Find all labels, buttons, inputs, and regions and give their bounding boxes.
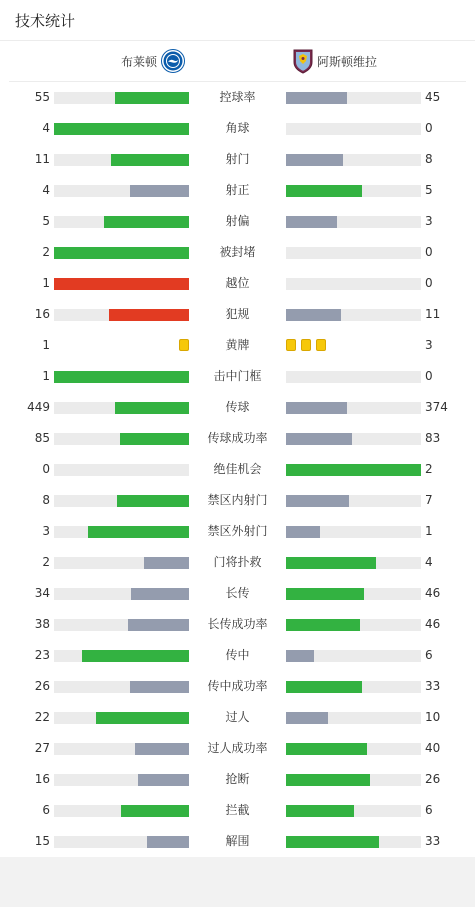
- away-value: 2: [425, 462, 433, 476]
- home-value: 16: [34, 772, 50, 786]
- away-bar-track: [286, 557, 421, 569]
- away-bar-fill: [286, 92, 347, 104]
- stat-row: [0, 826, 475, 857]
- home-value: 85: [34, 431, 50, 445]
- home-bar-track: [54, 278, 189, 290]
- home-bar-fill: [147, 836, 189, 848]
- home-bar-fill: [130, 185, 189, 197]
- home-bar-track: [54, 433, 189, 445]
- home-bar-fill: [54, 278, 189, 290]
- away-value: 83: [425, 431, 441, 445]
- stat-row: [0, 764, 475, 795]
- stat-label: 传球: [225, 400, 250, 414]
- stat-label: 被封堵: [219, 245, 256, 259]
- away-bar-track: [286, 216, 421, 228]
- home-value: 26: [34, 679, 50, 693]
- yellow-card-icon: [286, 339, 296, 351]
- home-value: 2: [42, 245, 50, 259]
- away-value: 46: [425, 586, 441, 600]
- stat-row: [0, 330, 475, 361]
- home-bar-track: [54, 712, 189, 724]
- home-value: 1: [42, 276, 50, 290]
- stat-row: [0, 206, 475, 237]
- home-bar-track: [54, 588, 189, 600]
- home-value: 0: [42, 462, 50, 476]
- away-bar-fill: [286, 495, 349, 507]
- away-value: 0: [425, 245, 433, 259]
- home-value: 5: [42, 214, 50, 228]
- home-bar-fill: [135, 743, 189, 755]
- stat-row: [0, 609, 475, 640]
- home-bar-fill: [138, 774, 189, 786]
- home-bar-track: [54, 681, 189, 693]
- stat-row: [0, 268, 475, 299]
- away-bar-fill: [286, 526, 320, 538]
- away-bar-track: [286, 712, 421, 724]
- home-bar-track: [54, 464, 189, 476]
- away-bar-track: [286, 588, 421, 600]
- page-title: 技术统计: [15, 11, 76, 30]
- home-value: 55: [34, 90, 50, 104]
- away-value: 33: [425, 834, 441, 848]
- away-value: 45: [425, 90, 441, 104]
- home-bar-track: [54, 743, 189, 755]
- away-bar-track: [286, 650, 421, 662]
- home-value: 23: [34, 648, 50, 662]
- home-bar-track: [54, 92, 189, 104]
- home-bar-track: [54, 247, 189, 259]
- away-bar-track: [286, 433, 421, 445]
- stat-label: 击中门框: [213, 369, 262, 383]
- away-bar-fill: [286, 557, 376, 569]
- away-value: 7: [425, 493, 433, 507]
- stat-label: 射正: [225, 183, 250, 197]
- stat-label: 控球率: [219, 90, 256, 104]
- away-bar-fill: [286, 836, 379, 848]
- away-bar-fill: [286, 774, 370, 786]
- away-bar-track: [286, 402, 421, 414]
- home-bar-track: [54, 216, 189, 228]
- away-bar-fill: [286, 402, 347, 414]
- home-value: 3: [42, 524, 50, 538]
- home-bar-track: [54, 495, 189, 507]
- home-bar-track: [54, 371, 189, 383]
- home-value: 6: [42, 803, 50, 817]
- home-bar-track: [54, 836, 189, 848]
- home-bar-track: [54, 526, 189, 538]
- home-bar-fill: [54, 371, 189, 383]
- stat-label: 传中: [225, 648, 250, 662]
- home-bar-track: [54, 154, 189, 166]
- home-yellow-cards: [174, 339, 189, 351]
- away-bar-fill: [286, 433, 352, 445]
- brighton-crest-icon: [161, 49, 185, 73]
- away-bar-track: [286, 743, 421, 755]
- home-value: 15: [34, 834, 50, 848]
- away-bar-track: [286, 464, 421, 476]
- home-value: 38: [34, 617, 50, 631]
- stat-label: 射偏: [225, 214, 250, 228]
- away-value: 26: [425, 772, 441, 786]
- away-bar-track: [286, 247, 421, 259]
- away-value: 0: [425, 369, 433, 383]
- away-team-name: 阿斯顿维拉: [317, 54, 378, 69]
- yellow-card-icon: [316, 339, 326, 351]
- stat-label: 黄牌: [225, 338, 250, 352]
- home-bar-fill: [131, 588, 189, 600]
- home-bar-fill: [115, 402, 189, 414]
- away-bar-track: [286, 619, 421, 631]
- away-bar-track: [286, 805, 421, 817]
- home-value: 22: [34, 710, 50, 724]
- home-bar-track: [54, 402, 189, 414]
- stat-row: [0, 361, 475, 392]
- home-team-name: 布莱顿: [120, 54, 157, 69]
- home-bar-fill: [54, 247, 189, 259]
- home-bar-track: [54, 650, 189, 662]
- stat-label: 禁区内射门: [207, 493, 268, 507]
- stat-row: [0, 113, 475, 144]
- stat-label: 犯规: [225, 307, 250, 321]
- stat-row: [0, 454, 475, 485]
- away-bar-fill: [286, 154, 343, 166]
- stat-label: 解围: [225, 834, 250, 848]
- away-yellow-cards: [286, 339, 331, 351]
- stat-row: [0, 516, 475, 547]
- away-bar-fill: [286, 588, 364, 600]
- stat-row: [0, 795, 475, 826]
- stat-row: [0, 733, 475, 764]
- home-bar-track: [54, 774, 189, 786]
- away-bar-track: [286, 371, 421, 383]
- home-value: 4: [42, 121, 50, 135]
- stat-row: [0, 671, 475, 702]
- stat-row: [0, 640, 475, 671]
- home-value: 1: [42, 369, 50, 383]
- home-value: 2: [42, 555, 50, 569]
- home-bar-track: [54, 619, 189, 631]
- away-value: 8: [425, 152, 433, 166]
- home-bar-fill: [104, 216, 189, 228]
- home-bar-fill: [117, 495, 189, 507]
- home-bar-fill: [109, 309, 189, 321]
- home-bar-fill: [88, 526, 189, 538]
- home-bar-track: [54, 309, 189, 321]
- home-value: 4: [42, 183, 50, 197]
- aston-villa-crest-icon: [293, 48, 313, 74]
- home-bar-fill: [130, 681, 189, 693]
- home-bar-track: [54, 805, 189, 817]
- home-bar-fill: [128, 619, 189, 631]
- home-bar-fill: [54, 123, 189, 135]
- stat-label: 射门: [225, 152, 250, 166]
- home-value: 11: [34, 152, 50, 166]
- stat-label: 长传成功率: [207, 617, 268, 631]
- away-bar-track: [286, 526, 421, 538]
- away-bar-track: [286, 836, 421, 848]
- away-value: 40: [425, 741, 441, 755]
- stat-label: 角球: [225, 121, 250, 135]
- teams-header: [9, 41, 466, 82]
- stat-label: 过人成功率: [207, 741, 268, 755]
- home-team[interactable]: [121, 48, 185, 74]
- home-value: 449: [27, 400, 50, 414]
- stat-row: [0, 578, 475, 609]
- home-bar-fill: [144, 557, 189, 569]
- away-bar-track: [286, 278, 421, 290]
- away-value: 3: [425, 214, 433, 228]
- stat-row: [0, 392, 475, 423]
- stat-row: [0, 702, 475, 733]
- stat-row: [0, 144, 475, 175]
- away-value: 0: [425, 121, 433, 135]
- home-bar-fill: [111, 154, 189, 166]
- stat-label: 拦截: [225, 803, 250, 817]
- away-bar-track: [286, 309, 421, 321]
- home-bar-track: [54, 123, 189, 135]
- stat-label: 门将扑救: [213, 555, 262, 569]
- away-bar-fill: [286, 805, 354, 817]
- away-bar-track: [286, 123, 421, 135]
- home-bar-fill: [115, 92, 189, 104]
- stat-row: [0, 485, 475, 516]
- away-value: 4: [425, 555, 433, 569]
- home-bar-track: [54, 185, 189, 197]
- away-value: 11: [425, 307, 441, 321]
- away-bar-track: [286, 92, 421, 104]
- away-bar-fill: [286, 464, 421, 476]
- away-bar-track: [286, 495, 421, 507]
- away-bar-track: [286, 774, 421, 786]
- away-bar-track: [286, 185, 421, 197]
- stat-label: 传中成功率: [207, 679, 268, 693]
- stat-row: [0, 547, 475, 578]
- away-bar-fill: [286, 681, 362, 693]
- stats-list: [0, 82, 475, 857]
- home-value: 8: [42, 493, 50, 507]
- away-bar-fill: [286, 216, 337, 228]
- yellow-card-icon: [301, 339, 311, 351]
- away-bar-track: [286, 154, 421, 166]
- stat-label: 越位: [225, 276, 250, 290]
- stat-label: 抢断: [225, 772, 250, 786]
- stat-label: 传球成功率: [207, 431, 268, 445]
- away-value: 46: [425, 617, 441, 631]
- stat-row: [0, 423, 475, 454]
- away-value: 1: [425, 524, 433, 538]
- page-title-bar: [0, 0, 475, 41]
- yellow-card-icon: [179, 339, 189, 351]
- away-team[interactable]: [293, 48, 377, 74]
- home-value: 1: [42, 338, 50, 352]
- home-bar-fill: [120, 433, 189, 445]
- home-value: 27: [34, 741, 50, 755]
- away-bar-fill: [286, 185, 362, 197]
- stat-row: [0, 299, 475, 330]
- stat-row: [0, 82, 475, 113]
- home-bar-fill: [121, 805, 189, 817]
- away-value: 10: [425, 710, 441, 724]
- home-value: 16: [34, 307, 50, 321]
- stat-label: 过人: [225, 710, 250, 724]
- away-bar-fill: [286, 309, 341, 321]
- away-bar-fill: [286, 712, 328, 724]
- away-value: 6: [425, 648, 433, 662]
- away-bar-fill: [286, 743, 367, 755]
- away-value: 0: [425, 276, 433, 290]
- home-value: 34: [34, 586, 50, 600]
- stat-label: 绝佳机会: [213, 462, 262, 476]
- stat-row: [0, 237, 475, 268]
- away-value: 5: [425, 183, 433, 197]
- stat-row: [0, 175, 475, 206]
- home-bar-fill: [82, 650, 189, 662]
- away-value: 6: [425, 803, 433, 817]
- away-bar-fill: [286, 650, 314, 662]
- away-bar-fill: [286, 619, 360, 631]
- stat-label: 长传: [225, 586, 250, 600]
- stat-label: 禁区外射门: [207, 524, 268, 538]
- away-value: 3: [425, 338, 433, 352]
- home-bar-fill: [96, 712, 189, 724]
- home-bar-track: [54, 557, 189, 569]
- away-bar-track: [286, 681, 421, 693]
- away-value: 33: [425, 679, 441, 693]
- away-value: 374: [425, 400, 448, 414]
